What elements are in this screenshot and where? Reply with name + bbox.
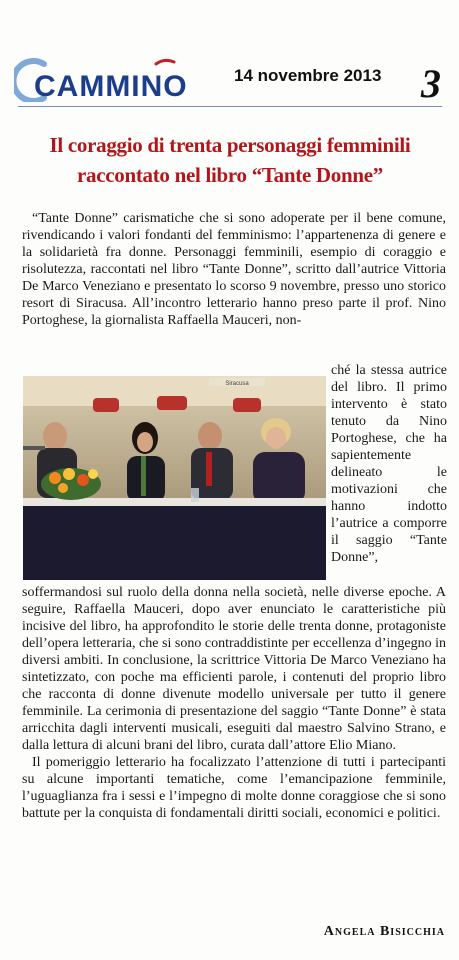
- intro-paragraph: “Tante Donne” carismatiche che si sono adoperate per il bene comune, rivendicando i valori fondanti del femminismo: l’appartenenza di genere e la solidarietà fra donne. Personaggi femminili, esempio di coraggio e risolutezza, raccontati nel libro “Tante Donne”, scritto dall’autrice Vittoria De Marco Veneziano e presentato lo scorso 9 novembre, presso uno storico resort di Siracusa. All’incontro letterario hanno preso parte il prof. Nino Portoghese, la giornalista Raffaella Mauceri, non-: [22, 211, 446, 328]
- final-paragraph: Il pomeriggio letterario ha focalizzato l’attenzione di tutti i partecipanti su alcune importanti tematiche, come l’emancipazione femminile, l’uguaglianza fra i sessi e l’impegno di molte donne coraggiose che si sono battute per la conquista di fondamentali diritti sociali, economici e politici.: [22, 755, 446, 821]
- backdrop-sign-text: Siracusa: [225, 381, 249, 387]
- headline-line-2: raccontato nel libro “Tante Donne”: [77, 163, 383, 187]
- article-body: [22, 584, 446, 822]
- issue-date: 14 novembre 2013: [234, 66, 382, 85]
- headline-line-1: Il coraggio di trenta personaggi femminili: [49, 133, 411, 157]
- continuation-paragraph: soffermandosi sul ruolo della donna nella società, nelle diverse epoche. A seguire, Raffaella Mauceri, dopo aver enunciato le caratteristiche più incisive del libro, ha approfondito le storie delle trenta donne, protagoniste dell’opera letteraria, che si sono contraddistinte per eccellenza d’ingegno in diversi ambiti. In conclusione, la scrittrice Vittoria De Marco Veneziano ha sintetizzato, con poche ma efficienti parole, i contenuti del proprio libro che racconta di donne divenute modello universale per tutto il genere femminile. La cerimonia di presentazione del saggio “Tante Donne” è stata arricchita dagli interventi musicali, eseguiti dal maestro Salvino Strano, e dalla lettura di alcuni brani del libro, curata dall’attore Elio Miano.: [22, 585, 446, 753]
- page-number: 3: [421, 61, 441, 106]
- article-headline: [14, 130, 446, 190]
- event-photo: [23, 376, 326, 580]
- side-column-text: ché la stessa autrice del libro. Il primo intervento è stato tenuto da Nino Portoghese, che ha sapientemente delineato le motivazioni che hanno indotto l’autrice a comporre il saggio “Tante Donne”,: [331, 363, 447, 565]
- side-column: [331, 362, 447, 566]
- author-byline: Angela Bisicchia: [323, 924, 445, 939]
- logo-text: CAMMINO: [34, 70, 188, 103]
- header-divider: [18, 106, 442, 107]
- article-intro: [22, 210, 446, 329]
